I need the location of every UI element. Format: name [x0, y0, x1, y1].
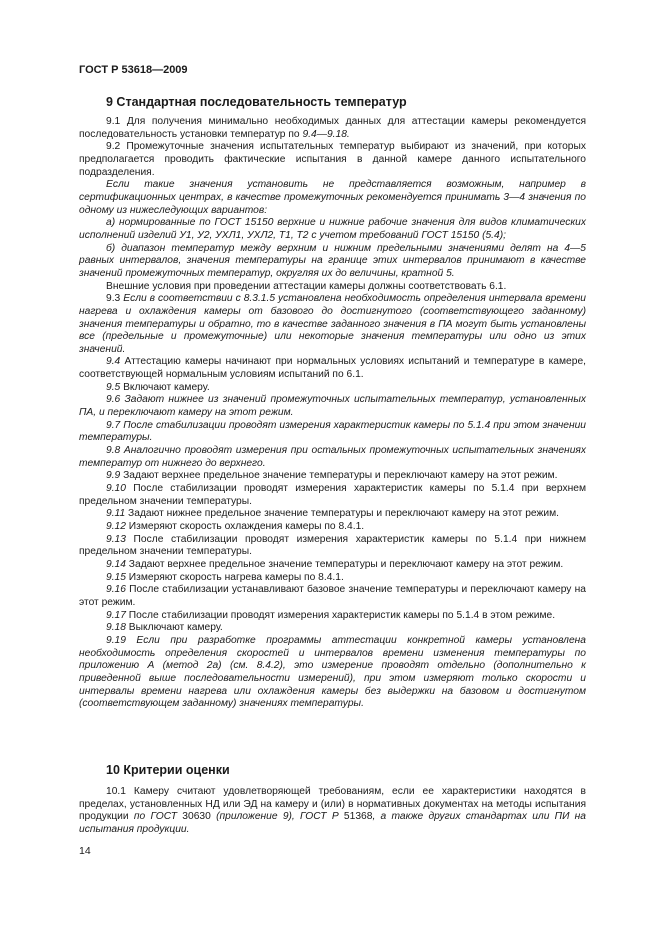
paragraph: [79, 382, 586, 395]
text-run: 9.2 Промежуточные значения испытательных температур выбирают из значений, при которых предполагается проводить фактические испытания в данной камере данного испытательного подразделения.: [79, 141, 586, 178]
text-run: 9.7 После стабилизации проводят измерения характеристик камеры по 5.1.4 при этом значении температуры.: [79, 419, 586, 444]
paragraph: [79, 610, 586, 623]
section-9-heading: 9 Стандартная последовательность температур: [106, 95, 407, 109]
text-run: Измеряют скорость охлаждения камеры по 8.4.1.: [125, 521, 365, 532]
paragraph: [79, 243, 586, 281]
text-run: 9.8 Аналогично проводят измерения при остальных промежуточных испытательных значениях температур от нижнего до верхнего.: [79, 445, 586, 469]
text-run: 9.13: [106, 533, 126, 545]
text-run: Задают верхнее предельное значение температуры и переключают камеру на этот режим.: [120, 470, 558, 482]
text-run: 9.12: [106, 521, 126, 532]
paragraph: [79, 116, 586, 141]
text-run: 9.6 Задают нижнее из значений промежуточных испытательных температур, установленных ПА, и переключают камеру на этот режим.: [79, 394, 586, 419]
text-run: 9.3: [106, 293, 124, 305]
text-run: а) нормированные по ГОСТ 15150 верхние и нижние рабочие значения для видов климатических исполнений изделий У1, У2, УХЛ1, УХЛ2, Т1, Т2 с учетом требований ГОСТ 15150 (5.4);: [79, 217, 586, 241]
paragraph: [79, 470, 586, 483]
paragraph: [79, 584, 586, 609]
text-run: 9.1 Для получения минимально необходимых данных для аттестации камеры рекомендуется последовательность установки температур по: [79, 116, 586, 140]
paragraph: [79, 281, 586, 294]
paragraph: [79, 483, 586, 508]
text-run: 10.1 Камеру считают удовлетворяющей требованиям, если ее характеристики находятся в пределах, установленных НД или ЭД на камеру и (или) в нормативных документах на методы испытания продукции: [79, 786, 586, 823]
text-run: Внешние условия при проведении аттестации камеры должны соответствовать 6.1.: [106, 280, 507, 292]
paragraph: [79, 420, 586, 445]
section-9-body: [79, 116, 586, 711]
text-run: 9.14: [106, 558, 126, 570]
text-run: Если в соответствии с 8.3.1.5 установлена необходимость определения интервала времени нагрева и охлаждения камеры от базового до достигнутого (соответствующего заданному) значения температуры и обратно, то в качестве заданного значения в ПА могут быть установлены все (предельные и промежуточные) или некоторые значения температуры или одно из этих значений.: [79, 293, 586, 355]
text-run: Аттестацию камеры начинают при нормальных условиях испытаний и температуре в камере, соответствующей нормальным условиям испытаний по 6.1.: [79, 356, 586, 381]
text-run: б) диапазон температур между верхним и нижним предельными значениями делят на 4—5 равных интервалов, значения температуры на границе этих интервалов принимают в качестве значений промежуточных температур, округляя их до величины, кратной 5.: [79, 242, 586, 279]
text-run: 30630: [177, 811, 217, 823]
text-run: Задают нижнее предельное значение температуры и переключают камеру на этот режим.: [125, 508, 559, 520]
text-run: 51368: [338, 811, 373, 823]
text-run: , а также других стандартах или ПИ на испытания продукции.: [79, 811, 586, 835]
text-run: (приложение 9), ГОСТ Р: [216, 811, 339, 823]
paragraph: [79, 786, 586, 837]
text-run: 9.4: [106, 356, 121, 368]
text-run: Задают верхнее предельное значение температуры и переключают камеру на этот режим.: [125, 558, 564, 570]
text-run: 9.10: [106, 483, 126, 495]
section-10-heading: 10 Критерии оценки: [106, 763, 230, 777]
paragraph: [79, 534, 586, 559]
paragraph: [79, 141, 586, 179]
paragraph: [79, 559, 586, 572]
text-run: Измеряют скорость нагрева камеры по 8.4.1.: [125, 571, 344, 583]
text-run: 9.15: [106, 571, 126, 583]
paragraph: [79, 445, 586, 470]
text-run: 9.9: [106, 470, 121, 482]
document-header: ГОСТ Р 53618—2009: [79, 64, 188, 76]
page-number: 14: [79, 845, 91, 857]
paragraph: [79, 394, 586, 419]
text-run: После стабилизации устанавливают базовое значение температуры и переключают камеру на этот режим.: [79, 584, 586, 608]
text-run: 9.18: [106, 622, 126, 634]
paragraph: [79, 217, 586, 242]
text-run: После стабилизации проводят измерения характеристик камеры по 5.1.4 при верхнем предельном значении температуры.: [79, 483, 586, 507]
paragraph: [79, 521, 586, 534]
paragraph: [79, 179, 586, 217]
text-run: 9.4—9.18.: [302, 128, 350, 140]
text-run: 9.16: [106, 584, 126, 596]
text-run: 9.19 Если при разработке программы аттестации конкретной камеры установлена необходимость определения скоростей и интервалов времени изменения температуры по приложению А (метод 2а) (см. 8.4.2), это измерение проводят отдельно (дополнительно к приведенной выше последовательности измерений), при этом измеряют только скорости и интервалы времени нагрева или охлаждения камеры без выдержки на базовом и достигнутом (соответствующем заданному) значениях температуры.: [79, 634, 586, 710]
text-run: Если такие значения установить не представляется возможным, например в сертификационных центрах, в качестве промежуточных рекомендуется принимать 3—4 значения по одному из нижеследующих вариантов:: [79, 179, 586, 216]
paragraph: [79, 572, 586, 585]
paragraph: [79, 622, 586, 635]
paragraph: [79, 508, 586, 521]
text-run: 9.5: [106, 381, 121, 393]
paragraph: [79, 293, 586, 356]
text-run: После стабилизации проводят измерения характеристик камеры по 5.1.4 при нижнем предельном значении температуры.: [79, 533, 586, 558]
text-run: по ГОСТ: [133, 811, 178, 823]
paragraph: [79, 635, 586, 711]
section-10-body: [79, 786, 586, 837]
text-run: Выключают камеру.: [125, 622, 223, 634]
text-run: Включают камеру.: [120, 381, 210, 393]
text-run: 9.17: [106, 609, 126, 621]
text-run: 9.11: [106, 508, 126, 520]
paragraph: [79, 356, 586, 381]
text-run: После стабилизации проводят измерения характеристик камеры по 5.1.4 в этом режиме.: [125, 609, 556, 621]
